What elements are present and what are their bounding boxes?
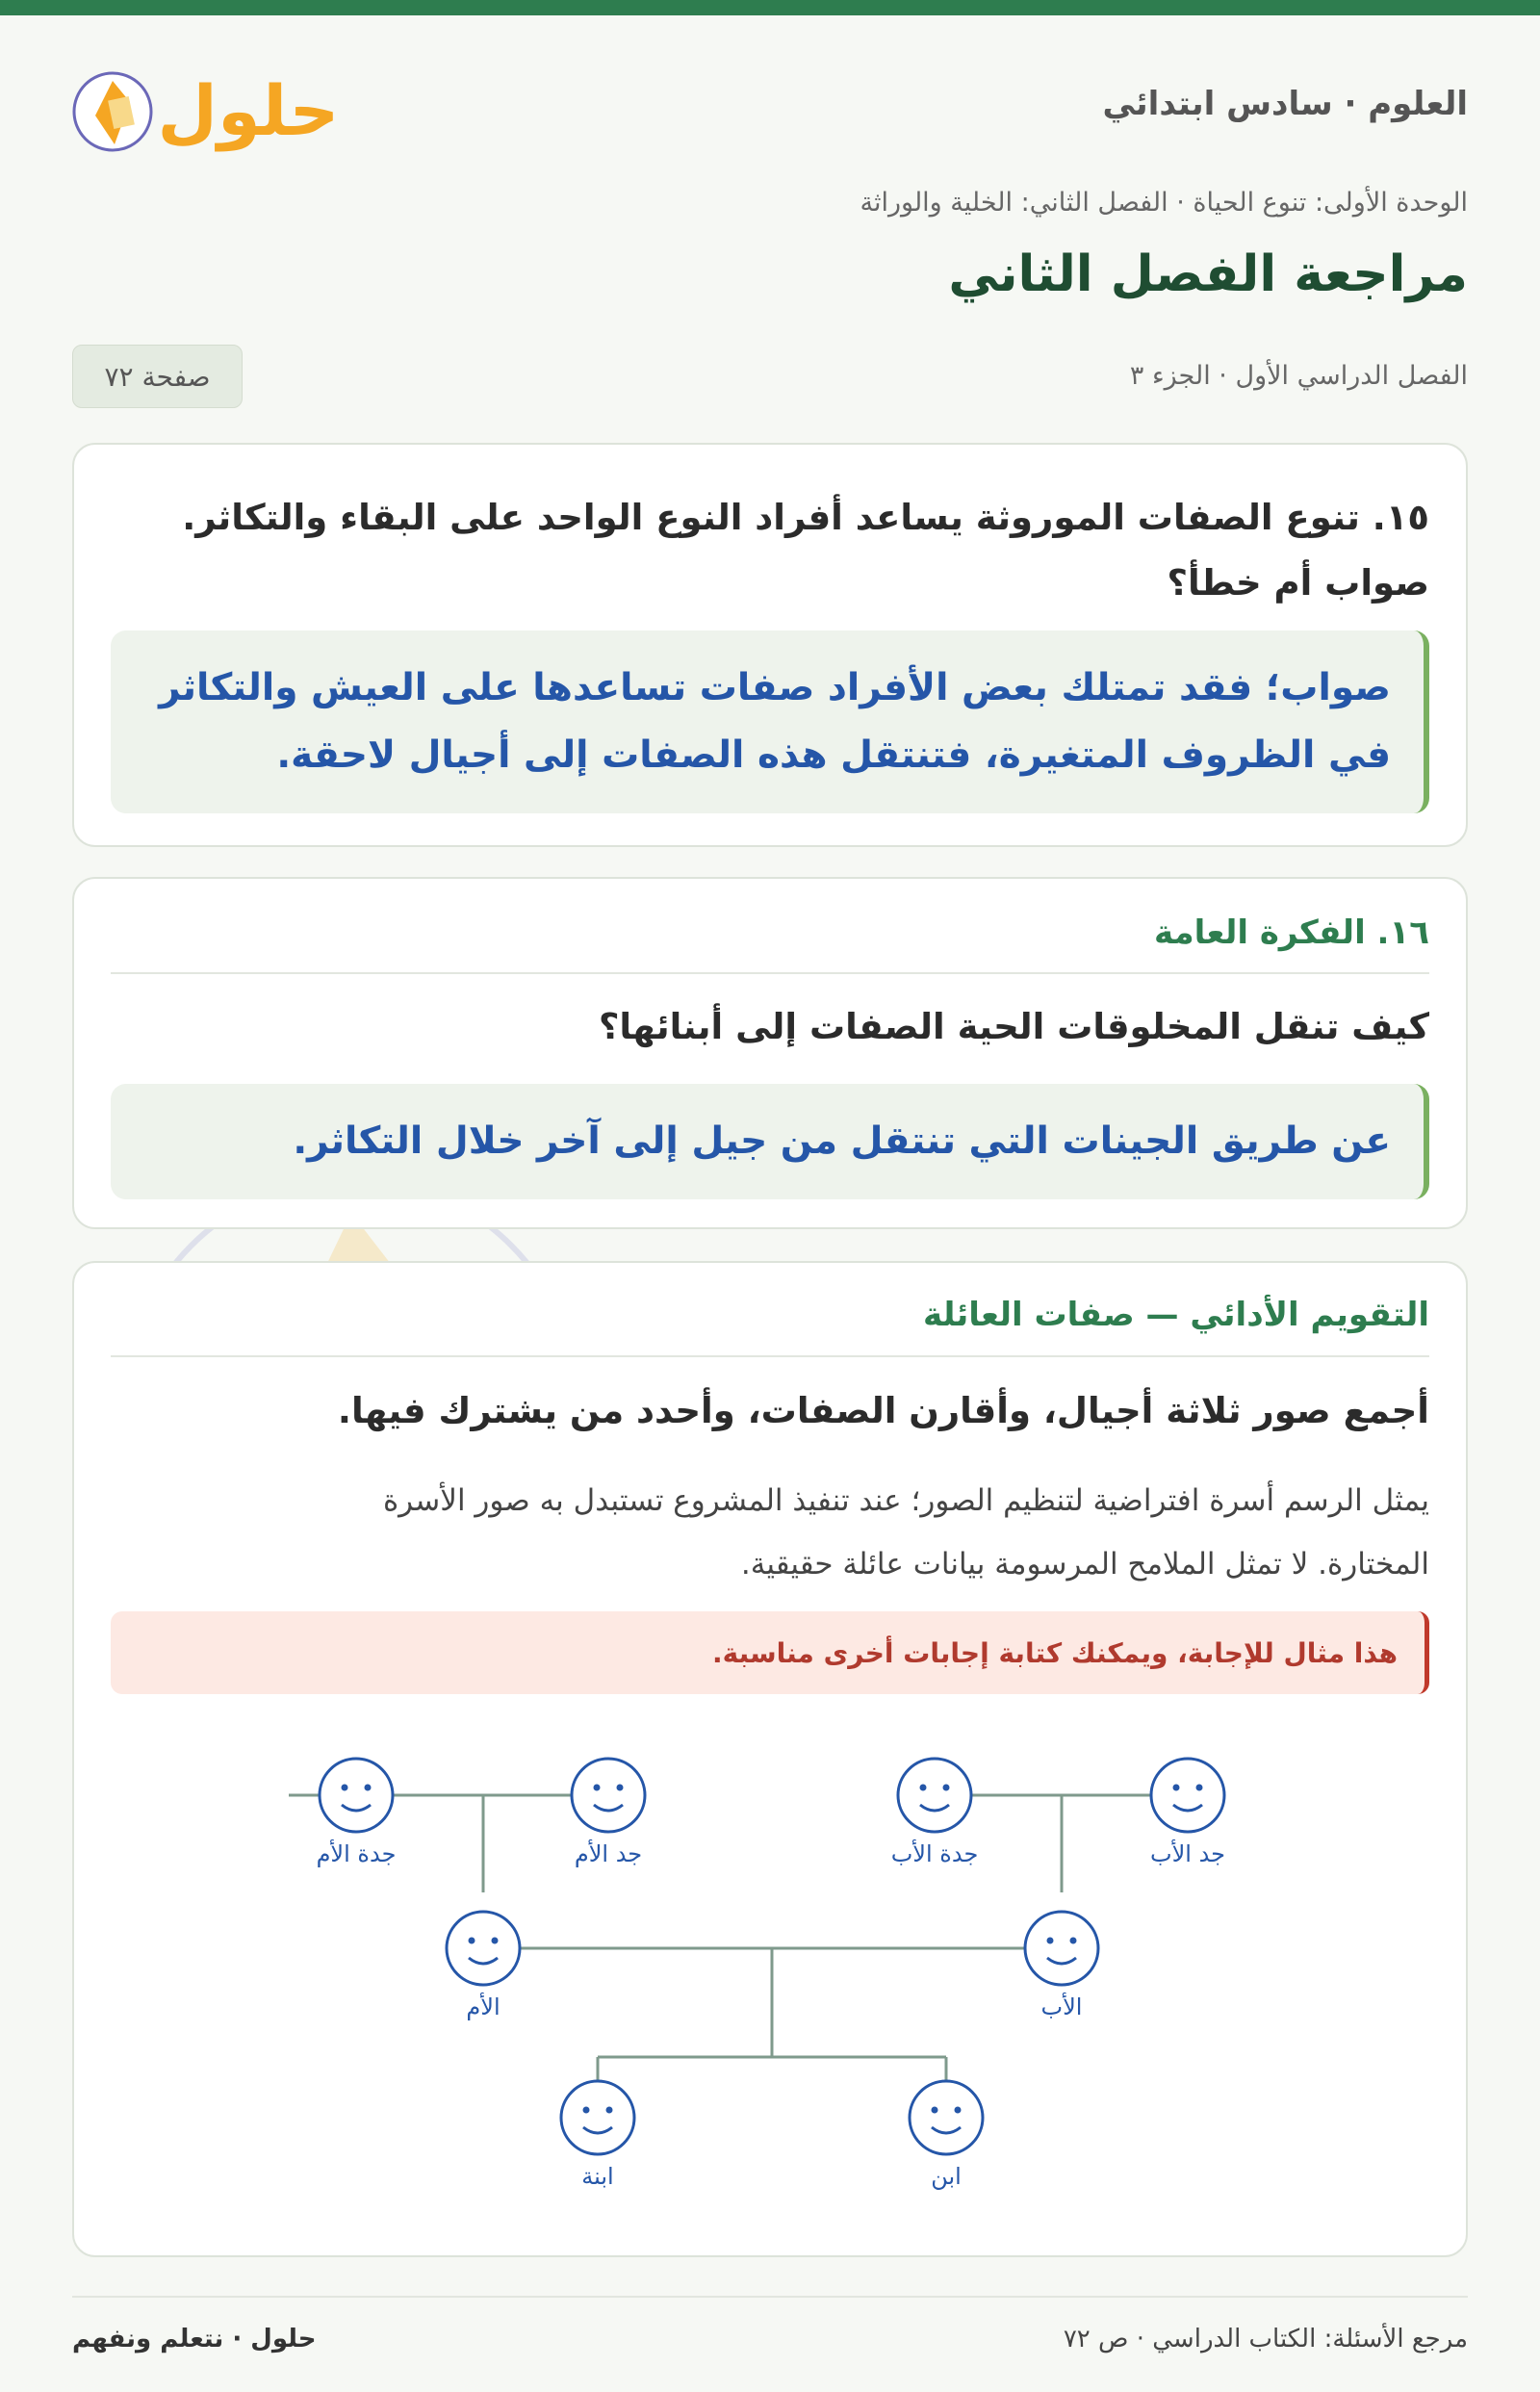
person-maternal-grandfather bbox=[572, 1759, 645, 1867]
face-icon bbox=[572, 1759, 645, 1832]
top-accent-bar bbox=[0, 0, 1540, 15]
footer-divider bbox=[72, 2296, 1468, 2298]
answer-16-text: عن طريق الجينات التي تنتقل من جيل إلى آخر خلال التكاثر. bbox=[293, 1119, 1391, 1163]
person-mother bbox=[447, 1912, 520, 2020]
footer-reference: مرجع الأسئلة: الكتاب الدراسي · ص ٧٢ bbox=[1063, 2325, 1468, 2353]
label-paternal-grandfather: جد الأب bbox=[1149, 1840, 1226, 1867]
question-16-text: كيف تنقل المخلوقات الحية الصفات إلى أبنائها؟ bbox=[598, 1006, 1429, 1047]
page-number-badge: صفحة ٧٢ bbox=[72, 345, 243, 408]
question-15-line1: ١٥. تنوع الصفات الموروثة يساعد أفراد النوع الواحد على البقاء والتكاثر. bbox=[182, 497, 1429, 538]
section-divider bbox=[111, 972, 1429, 974]
assessment-task: أجمع صور ثلاثة أجيال، وأقارن الصفات، وأحدد من يشترك فيها. bbox=[337, 1390, 1429, 1431]
label-paternal-grandmother: جدة الأب bbox=[890, 1840, 979, 1867]
logo-icon bbox=[72, 67, 342, 164]
question-15-line2: صواب أم خطأ؟ bbox=[1167, 562, 1429, 604]
subject-title: العلوم · سادس ابتدائي bbox=[1102, 85, 1468, 123]
label-maternal-grandmother: جدة الأم bbox=[316, 1840, 397, 1867]
face-icon bbox=[1025, 1912, 1098, 1985]
term-info: الفصل الدراسي الأول · الجزء ٣ bbox=[1129, 361, 1468, 391]
face-icon bbox=[910, 2081, 983, 2154]
assessment-description-line2: المختارة. لا تمثل الملامح المرسومة بيانات عائلة حقيقية. bbox=[740, 1547, 1429, 1582]
example-note-text: هذا مثال للإجابة، ويمكنك كتابة إجابات أخرى مناسبة. bbox=[712, 1636, 1398, 1669]
logo-wordmark: حلول bbox=[157, 70, 340, 151]
label-father: الأب bbox=[1040, 1993, 1083, 2020]
label-son: ابن bbox=[931, 2163, 962, 2190]
page-header bbox=[72, 67, 1468, 164]
person-paternal-grandmother bbox=[891, 1759, 979, 1867]
face-icon bbox=[898, 1759, 971, 1832]
question-15-card bbox=[72, 443, 1468, 847]
page-title: مراجعة الفصل الثاني bbox=[948, 245, 1468, 303]
answer-16-box bbox=[111, 1084, 1429, 1199]
label-mother: الأم bbox=[466, 1993, 500, 2020]
face-icon bbox=[1151, 1759, 1224, 1832]
face-icon bbox=[447, 1912, 520, 1985]
label-maternal-grandfather: جد الأم bbox=[574, 1840, 643, 1867]
assessment-heading: التقويم الأدائي — صفات العائلة bbox=[922, 1296, 1429, 1334]
question-16-card bbox=[72, 877, 1468, 1229]
label-daughter: ابنة bbox=[581, 2163, 614, 2190]
person-maternal-grandmother bbox=[317, 1759, 397, 1867]
brand-logo[interactable] bbox=[72, 67, 342, 164]
family-tree-diagram bbox=[74, 1263, 1470, 2259]
face-icon bbox=[320, 1759, 393, 1832]
assessment-description-line1: يمثل الرسم أسرة افتراضية لتنظيم الصور؛ عند تنفيذ المشروع تستبدل به صور الأسرة bbox=[382, 1483, 1429, 1518]
answer-15-line1: صواب؛ فقد تمتلك بعض الأفراد صفات تساعدها على العيش والتكاثر bbox=[159, 666, 1391, 709]
performance-assessment-card bbox=[72, 1261, 1468, 2257]
answer-15-box bbox=[111, 630, 1429, 813]
person-son bbox=[910, 2081, 983, 2190]
face-icon bbox=[561, 2081, 634, 2154]
person-daughter bbox=[561, 2081, 634, 2190]
person-paternal-grandfather bbox=[1150, 1759, 1225, 1867]
footer-brand: حلول · نتعلم ونفهم bbox=[72, 2325, 317, 2353]
question-16-heading: ١٦. الفكرة العامة bbox=[1153, 913, 1429, 952]
answer-15-line2: في الظروف المتغيرة، فتنتقل هذه الصفات إلى أجيال لاحقة. bbox=[276, 733, 1391, 777]
person-father bbox=[1025, 1912, 1098, 2020]
breadcrumb: الوحدة الأولى: تنوع الحياة · الفصل الثاني: الخلية والوراثة bbox=[860, 188, 1468, 218]
